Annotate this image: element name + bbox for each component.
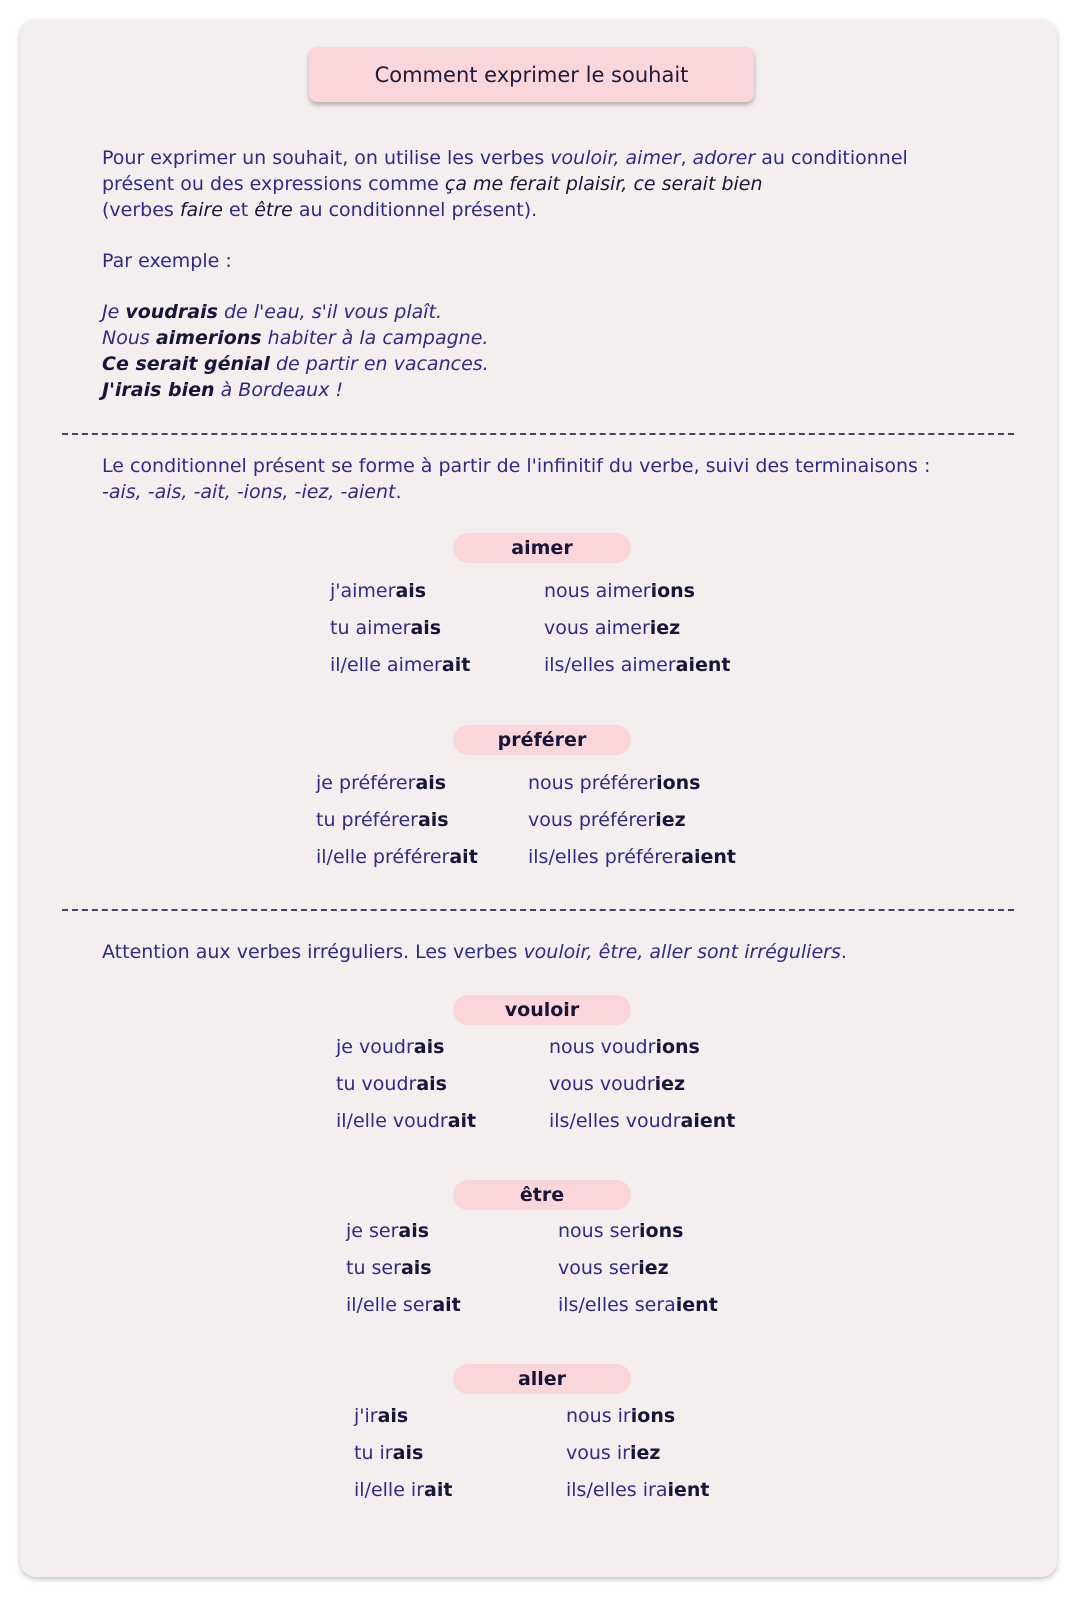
intro-verb-faire: faire <box>179 199 223 221</box>
form-stem: vous ir <box>566 1442 630 1464</box>
conjugation-form <box>316 808 449 832</box>
conjugation-form <box>549 1072 685 1096</box>
verb-heading: être <box>453 1180 631 1210</box>
form-stem: nous ser <box>558 1220 640 1242</box>
form-stem: nous préférer <box>528 772 657 794</box>
intro-text: (verbes <box>102 199 180 221</box>
example-text: à Bordeaux ! <box>214 379 344 401</box>
form-ending: ait <box>447 1110 477 1132</box>
formation-paragraph <box>102 453 930 505</box>
irregular-verbs: vouloir, être, aller sont irréguliers <box>523 941 841 963</box>
form-stem: vous ser <box>558 1257 639 1279</box>
form-stem: ils/elles préférer <box>528 846 682 868</box>
verb-heading: préférer <box>453 725 631 755</box>
conjugation-form <box>336 1035 444 1059</box>
intro-line-2 <box>102 171 908 197</box>
form-ending: aient <box>675 654 731 676</box>
form-stem: tu voudr <box>336 1073 417 1095</box>
examples-block <box>102 299 489 403</box>
conjugation-form <box>528 771 700 795</box>
lesson-card <box>20 20 1057 1577</box>
intro-paragraph <box>102 145 908 223</box>
example-text: Nous <box>102 327 156 349</box>
conjugation-form <box>528 845 736 869</box>
conjugation-form <box>346 1293 461 1317</box>
conjugation-form <box>544 579 695 603</box>
intro-verb-adorer: adorer <box>692 147 756 169</box>
form-stem: ils/elles ira <box>566 1479 668 1501</box>
form-ending: ais <box>400 1257 432 1279</box>
form-ending: ions <box>655 1036 700 1058</box>
form-stem: il/elle ser <box>346 1294 433 1316</box>
conjugation-form <box>566 1404 675 1428</box>
form-ending: iez <box>655 809 686 831</box>
formation-text: . <box>395 481 402 503</box>
form-ending: ient <box>667 1479 710 1501</box>
intro-line-1 <box>102 145 908 171</box>
conjugation-form <box>316 771 446 795</box>
verb-heading: vouloir <box>453 995 631 1025</box>
irregular-text: Attention aux verbes irréguliers. Les verbes <box>102 941 524 963</box>
form-ending: ais <box>392 1442 424 1464</box>
conjugation-form <box>544 616 680 640</box>
form-ending: ions <box>630 1405 676 1427</box>
form-ending: iez <box>638 1257 669 1279</box>
form-stem: je préférer <box>316 772 416 794</box>
section-divider <box>62 909 1014 911</box>
form-stem: j'ir <box>354 1405 378 1427</box>
intro-verbs: vouloir, aimer <box>550 147 681 169</box>
form-ending: iez <box>654 1073 686 1095</box>
conjugation-form <box>544 653 731 677</box>
conjugation-form <box>354 1404 408 1428</box>
lesson-title: Comment exprimer le souhait <box>309 47 754 102</box>
example-verb: Ce serait génial <box>102 353 270 375</box>
intro-verb-etre: être <box>254 199 293 221</box>
form-stem: tu aimer <box>330 617 411 639</box>
form-stem: je ser <box>346 1220 399 1242</box>
conjugation-form <box>336 1072 447 1096</box>
example-label: Par exemple : <box>102 250 232 272</box>
formation-endings: -ais, -ais, -ait, -ions, -iez, -aient <box>102 481 396 503</box>
form-stem: tu ser <box>346 1257 401 1279</box>
conjugation-form <box>346 1219 429 1243</box>
intro-line-3 <box>102 197 908 223</box>
form-ending: ait <box>424 1479 453 1501</box>
form-stem: nous aimer <box>544 580 651 602</box>
form-stem: nous voudr <box>549 1036 656 1058</box>
example-verb: aimerions <box>155 327 262 349</box>
conjugation-form <box>566 1478 709 1502</box>
form-ending: ions <box>639 1220 684 1242</box>
form-stem: je voudr <box>336 1036 414 1058</box>
form-ending: ais <box>417 809 449 831</box>
example-1 <box>102 299 489 325</box>
form-stem: ils/elles sera <box>558 1294 676 1316</box>
intro-text: présent ou des expressions comme <box>102 173 445 195</box>
form-ending: ait <box>449 846 478 868</box>
irregular-text: . <box>840 941 847 963</box>
formation-line-2 <box>102 479 930 505</box>
verb-heading: aller <box>453 1364 631 1394</box>
conjugation-form <box>330 616 441 640</box>
example-3 <box>102 351 489 377</box>
form-stem: il/elle ir <box>354 1479 425 1501</box>
formation-line-1: Le conditionnel présent se forme à partir de l'infinitif du verbe, suivi des terminaisons : <box>102 455 931 477</box>
conjugation-form <box>354 1441 423 1465</box>
example-text: habiter à la campagne. <box>261 327 489 349</box>
form-stem: il/elle voudr <box>336 1110 448 1132</box>
example-text: de l'eau, s'il vous plaît. <box>217 301 443 323</box>
form-ending: aient <box>680 1110 736 1132</box>
conjugation-form <box>330 579 426 603</box>
example-verb: J'irais bien <box>102 379 215 401</box>
form-ending: aient <box>681 846 736 868</box>
verb-heading: aimer <box>453 533 631 563</box>
form-stem: il/elle aimer <box>330 654 442 676</box>
conjugation-form <box>549 1109 735 1133</box>
form-stem: ils/elles voudr <box>549 1110 681 1132</box>
intro-text: au conditionnel <box>755 147 908 169</box>
conjugation-form <box>558 1219 683 1243</box>
form-ending: ait <box>441 654 471 676</box>
form-ending: iez <box>629 1442 661 1464</box>
form-stem: vous préférer <box>528 809 656 831</box>
form-ending: ions <box>656 772 701 794</box>
example-4 <box>102 377 489 403</box>
conjugation-form <box>346 1256 432 1280</box>
form-ending: ais <box>398 1220 430 1242</box>
conjugation-form <box>566 1441 660 1465</box>
form-stem: tu ir <box>354 1442 393 1464</box>
irregular-paragraph <box>102 939 847 965</box>
form-ending: ais <box>413 1036 445 1058</box>
form-stem: ils/elles aimer <box>544 654 676 676</box>
intro-text: , <box>680 147 693 169</box>
form-ending: ais <box>416 1073 447 1095</box>
form-ending: ions <box>650 580 695 602</box>
form-stem: vous voudr <box>549 1073 655 1095</box>
example-verb: voudrais <box>125 301 218 323</box>
conjugation-form <box>528 808 686 832</box>
conjugation-form <box>316 845 478 869</box>
form-ending: ais <box>395 580 427 602</box>
conjugation-form <box>558 1293 718 1317</box>
form-stem: nous ir <box>566 1405 631 1427</box>
form-stem: il/elle préférer <box>316 846 450 868</box>
conjugation-form <box>330 653 470 677</box>
conjugation-form <box>549 1035 700 1059</box>
form-stem: vous aimer <box>544 617 650 639</box>
form-ending: iez <box>649 617 681 639</box>
intro-text: Pour exprimer un souhait, on utilise les verbes <box>102 147 551 169</box>
intro-expressions: ça me ferait plaisir, ce serait bien <box>444 173 763 195</box>
form-stem: tu préférer <box>316 809 418 831</box>
conjugation-form <box>354 1478 452 1502</box>
form-ending: ait <box>432 1294 461 1316</box>
form-ending: ient <box>675 1294 718 1316</box>
form-ending: ais <box>410 617 442 639</box>
form-ending: ais <box>415 772 447 794</box>
section-divider <box>62 433 1014 435</box>
intro-text: au conditionnel présent). <box>292 199 538 221</box>
conjugation-form <box>558 1256 669 1280</box>
conjugation-form <box>336 1109 476 1133</box>
form-stem: j'aimer <box>330 580 396 602</box>
form-ending: ais <box>377 1405 409 1427</box>
example-2 <box>102 325 489 351</box>
intro-text: et <box>222 199 255 221</box>
example-text: Je <box>102 301 126 323</box>
example-text: de partir en vacances. <box>269 353 489 375</box>
